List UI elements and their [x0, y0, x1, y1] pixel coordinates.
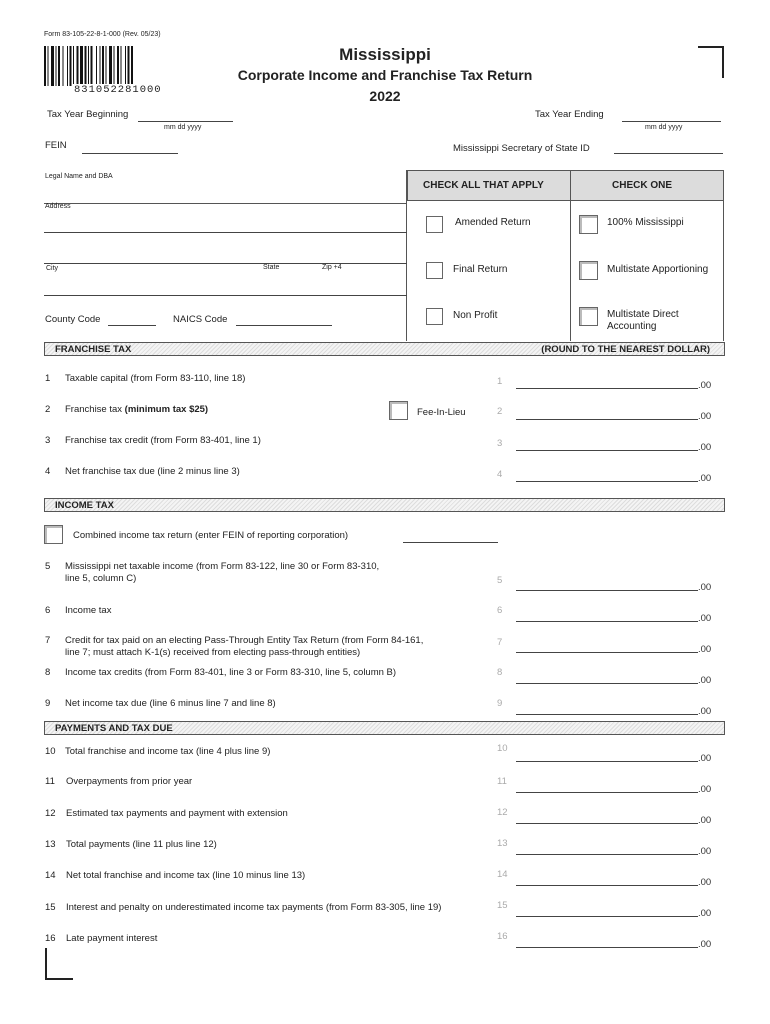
- line-8-amount-input[interactable]: [516, 683, 698, 684]
- line-5-amount-input[interactable]: [516, 590, 698, 591]
- state-label: State: [263, 264, 280, 271]
- non-profit-checkbox[interactable]: [426, 308, 443, 325]
- line-12-cents: .00: [698, 815, 712, 826]
- line-9-cents: .00: [698, 706, 712, 717]
- corner-mark-top-right: [698, 46, 724, 78]
- city-state-zip-input[interactable]: [44, 295, 407, 296]
- line-3-ref: 3: [497, 438, 503, 449]
- checkbox-panel-right-border: [723, 170, 724, 341]
- legal-name-label: Legal Name and DBA: [45, 173, 113, 180]
- multistate-direct-label: Multistate Direct: [607, 309, 679, 320]
- final-return-label: Final Return: [453, 264, 508, 275]
- line-2-amount-input[interactable]: [516, 419, 698, 420]
- line-7-amount-input[interactable]: [516, 652, 698, 653]
- line-1-amount-input[interactable]: [516, 388, 698, 389]
- amended-return-label: Amended Return: [455, 217, 531, 228]
- fein-input[interactable]: [82, 153, 178, 154]
- barcode-bars: [44, 46, 193, 86]
- line-1-text: Taxable capital (from Form 83-110, line 18): [65, 373, 246, 384]
- non-profit-label: Non Profit: [453, 310, 498, 321]
- line-6-text: Income tax: [65, 605, 112, 616]
- fee-in-lieu-checkbox[interactable]: [389, 401, 408, 420]
- line-7-number: 7: [45, 635, 51, 646]
- check-one-header: CHECK ONE: [612, 180, 673, 191]
- line-7-ref: 7: [497, 637, 503, 648]
- income-tax-header: [44, 498, 725, 512]
- franchise-tax-header: [44, 342, 725, 356]
- line-10-ref: 10: [497, 743, 508, 754]
- line-9-number: 9: [45, 698, 51, 709]
- line-10-text: Total franchise and income tax (line 4 plus line 9): [65, 746, 271, 757]
- line-15-number: 15: [45, 902, 56, 913]
- barcode: [44, 46, 193, 96]
- line-2-min-tax: (minimum tax $25): [124, 404, 209, 415]
- line-16-amount-input[interactable]: [516, 947, 698, 948]
- line-11-text: Overpayments from prior year: [66, 776, 193, 787]
- line-11-amount-input[interactable]: [516, 792, 698, 793]
- title-year: 2022: [369, 88, 401, 104]
- final-return-checkbox[interactable]: [426, 262, 443, 279]
- line-4-number: 4: [45, 466, 51, 477]
- line-5-number: 5: [45, 561, 51, 572]
- county-code-label: County Code: [45, 314, 101, 325]
- payments-header: [44, 721, 725, 735]
- multistate-direct-checkbox[interactable]: [579, 307, 598, 326]
- combined-return-label: Combined income tax return (enter FEIN of reporting corporation): [73, 530, 349, 541]
- line-11-number: 11: [45, 776, 55, 787]
- line-12-ref: 12: [497, 807, 508, 818]
- line-8-number: 8: [45, 667, 51, 678]
- line-13-amount-input[interactable]: [516, 854, 698, 855]
- line-3-amount-input[interactable]: [516, 450, 698, 451]
- multistate-direct-label-line2: Accounting: [607, 321, 657, 332]
- line-8-ref: 8: [497, 667, 503, 678]
- line-9-ref: 9: [497, 698, 503, 709]
- line-3-text: Franchise tax credit (from Form 83-401, line 1): [65, 435, 261, 446]
- line-13-number: 13: [45, 839, 56, 850]
- checkbox-panel-divider: [570, 170, 571, 341]
- line-6-number: 6: [45, 605, 51, 616]
- line-10-number: 10: [45, 746, 56, 757]
- line-6-cents: .00: [698, 613, 712, 624]
- fein-label: FEIN: [45, 140, 67, 151]
- amended-return-checkbox[interactable]: [426, 216, 443, 233]
- address-input-line2[interactable]: [44, 263, 407, 264]
- line-11-cents: .00: [698, 784, 712, 795]
- line-15-amount-input[interactable]: [516, 916, 698, 917]
- mississippi-100-label: 100% Mississippi: [607, 217, 684, 228]
- barcode-number: 831052281000: [74, 84, 162, 96]
- line-1-number: 1: [45, 373, 51, 384]
- line-5-ref: 5: [497, 575, 503, 586]
- line-4-text: Net franchise tax due (line 2 minus line 3): [65, 466, 240, 477]
- legal-name-input[interactable]: [44, 203, 407, 204]
- multistate-apportioning-label: Multistate Apportioning: [607, 264, 709, 275]
- naics-code-input[interactable]: [236, 325, 332, 326]
- county-code-input[interactable]: [108, 325, 156, 326]
- line-13-text: Total payments (line 11 plus line 12): [66, 839, 217, 850]
- date-hint-begin: mm dd yyyy: [164, 124, 202, 131]
- line-14-cents: .00: [698, 877, 712, 888]
- tax-year-beginning-label: Tax Year Beginning: [47, 109, 129, 120]
- line-4-ref: 4: [497, 469, 503, 480]
- fee-in-lieu-label: Fee-In-Lieu: [417, 407, 466, 418]
- line-2-cents: .00: [698, 411, 712, 422]
- combined-fein-input[interactable]: [403, 542, 498, 543]
- line-14-ref: 14: [497, 869, 508, 880]
- corner-mark-bottom-left: [45, 948, 73, 980]
- line-5-text-cont: line 5, column C): [65, 573, 137, 584]
- line-2-ref: 2: [497, 406, 503, 417]
- line-15-ref: 15: [497, 900, 508, 911]
- line-4-amount-input[interactable]: [516, 481, 698, 482]
- check-all-header: CHECK ALL THAT APPLY: [423, 180, 544, 191]
- sos-id-label: Mississippi Secretary of State ID: [453, 143, 590, 154]
- line-16-cents: .00: [698, 939, 712, 950]
- title-subtitle: Corporate Income and Franchise Tax Return: [237, 67, 533, 83]
- line-12-amount-input[interactable]: [516, 823, 698, 824]
- line-8-text: Income tax credits (from Form 83-401, line 3 or Form 83-310, line 5, column B): [65, 667, 397, 678]
- zip-label: Zip +4: [322, 264, 342, 271]
- line-3-cents: .00: [698, 442, 712, 453]
- combined-return-checkbox[interactable]: [44, 525, 63, 544]
- line-4-cents: .00: [698, 473, 712, 484]
- multistate-apportioning-checkbox[interactable]: [579, 261, 598, 280]
- line-14-number: 14: [45, 870, 56, 881]
- round-note: (ROUND TO THE NEAREST DOLLAR): [541, 344, 710, 355]
- line-15-text: Interest and penalty on underestimated income tax payments (from Form 83-305, line 19): [66, 902, 442, 913]
- line-7-cents: .00: [698, 644, 712, 655]
- line-16-text: Late payment interest: [66, 933, 158, 944]
- line-2-number: 2: [45, 404, 51, 415]
- line-11-ref: 11: [497, 776, 507, 787]
- line-12-number: 12: [45, 808, 56, 819]
- line-9-text: Net income tax due (line 6 minus line 7 and line 8): [65, 698, 276, 709]
- payments-title: PAYMENTS AND TAX DUE: [55, 723, 173, 734]
- sos-id-input[interactable]: [614, 153, 723, 154]
- income-tax-title: INCOME TAX: [55, 500, 114, 511]
- city-label: City: [46, 265, 59, 272]
- line-1-ref: 1: [497, 376, 503, 387]
- tax-year-beginning-input[interactable]: [138, 121, 233, 122]
- mississippi-100-checkbox[interactable]: [579, 215, 598, 234]
- line-13-cents: .00: [698, 846, 712, 857]
- tax-year-ending-label: Tax Year Ending: [535, 109, 604, 120]
- line-16-number: 16: [45, 933, 56, 944]
- line-10-amount-input[interactable]: [516, 761, 698, 762]
- line-5-cents: .00: [698, 582, 712, 593]
- line-5-text: Mississippi net taxable income (from Form 83-122, line 30 or Form 83-310,: [65, 561, 380, 572]
- line-6-ref: 6: [497, 605, 503, 616]
- line-1-cents: .00: [698, 380, 712, 391]
- naics-code-label: NAICS Code: [173, 314, 228, 325]
- tax-year-ending-input[interactable]: [622, 121, 721, 122]
- line-8-cents: .00: [698, 675, 712, 686]
- line-10-cents: .00: [698, 753, 712, 764]
- line-6-amount-input[interactable]: [516, 621, 698, 622]
- form-id: Form 83-105-22-8-1-000 (Rev. 05/23): [44, 31, 161, 38]
- line-9-amount-input[interactable]: [516, 714, 698, 715]
- address-label: Address: [45, 203, 71, 210]
- date-hint-end: mm dd yyyy: [645, 124, 683, 131]
- title-state: Mississippi: [339, 45, 431, 64]
- line-12-text: Estimated tax payments and payment with extension: [66, 808, 288, 819]
- line-2-text: Franchise tax (minimum tax $25): [65, 404, 209, 415]
- line-7-text-cont: line 7; must attach K-1(s) received from electing pass-through entities): [65, 647, 361, 658]
- line-15-cents: .00: [698, 908, 712, 919]
- line-16-ref: 16: [497, 931, 508, 942]
- line-14-amount-input[interactable]: [516, 885, 698, 886]
- franchise-tax-title: FRANCHISE TAX: [55, 344, 132, 355]
- line-14-text: Net total franchise and income tax (line 10 minus line 13): [66, 870, 306, 881]
- line-13-ref: 13: [497, 838, 508, 849]
- line-7-text: Credit for tax paid on an electing Pass-Through Entity Tax Return (from Form 84-161,: [65, 635, 424, 646]
- address-input[interactable]: [44, 232, 407, 233]
- line-3-number: 3: [45, 435, 51, 446]
